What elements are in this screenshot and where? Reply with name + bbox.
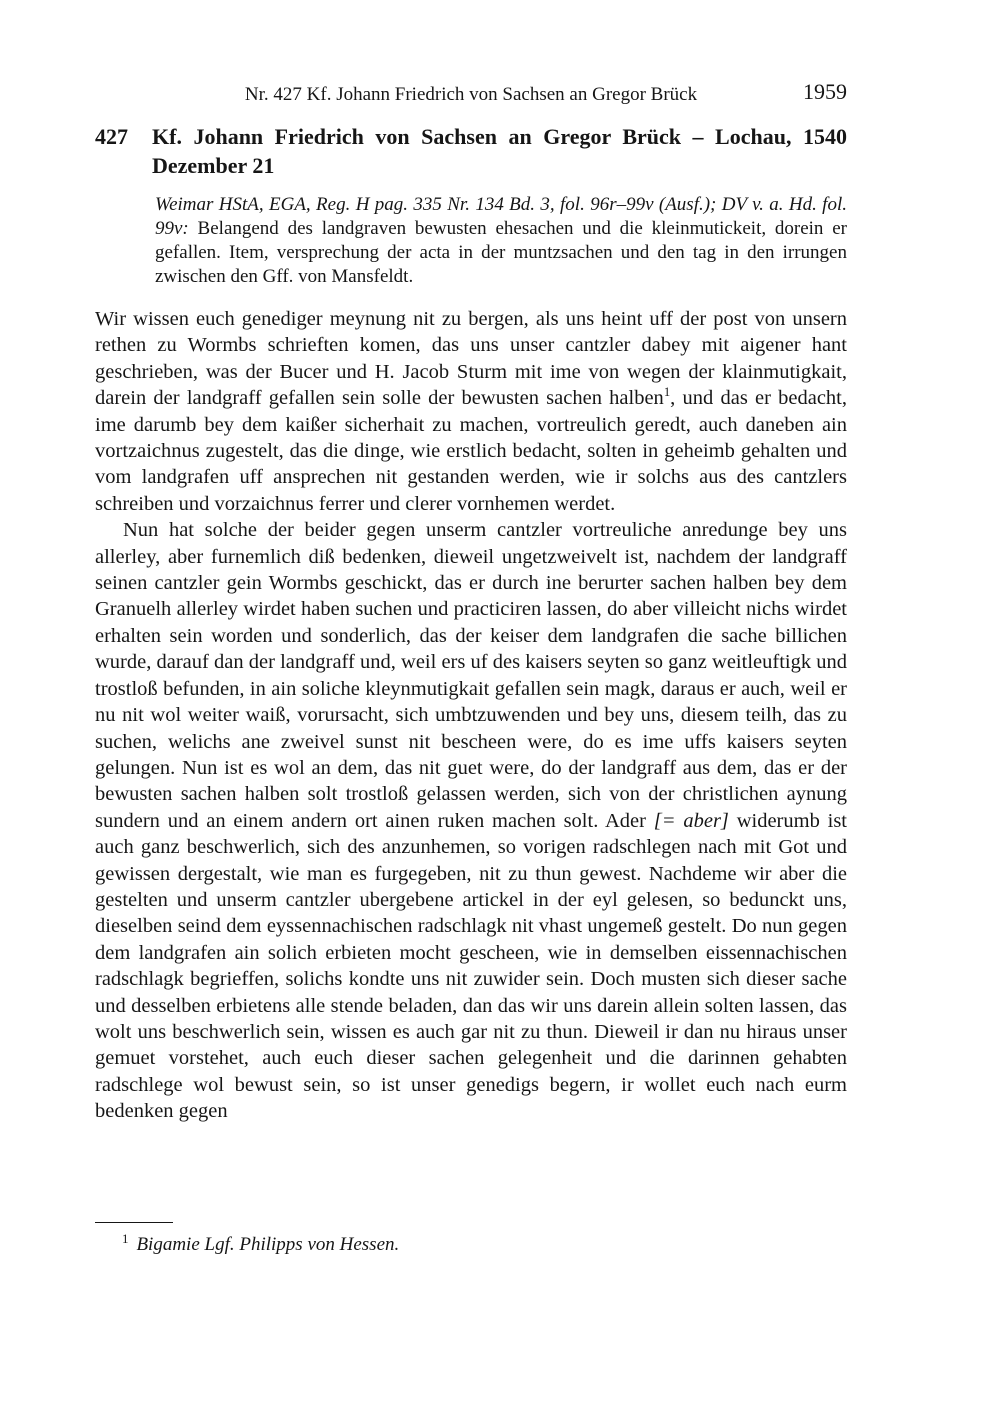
- footnote-reference-marker: 1: [663, 385, 671, 400]
- letter-heading: [95, 122, 847, 180]
- paragraph-1: [95, 306, 847, 517]
- footnote-text: Bigamie Lgf. Philipps von Hessen.: [136, 1234, 400, 1255]
- editorial-note: [= aber]: [653, 809, 729, 832]
- paragraph-1-text-before-note: Wir wissen euch genediger meynung nit zu bergen, als uns heint uff der post von unsern rethen zu Wormbs schrieften komen, das uns unser cantzler dabey mit aigener hant geschrieben, was der Bucer und H. Jacob Sturm mit ime von wegen der klainmutigkait, darein der landgraff gefallen sein solle der bewusten sachen halben: [95, 308, 847, 410]
- paragraph-1-text-after-note: , und das er bedacht, ime darumb bey dem kaißer sicherhait zu machen, vortreulich geredt, auch daneben ain vortzaichnus zugestelt, das die dinge, wie erstlich bedacht, solten in geheimb gehalten und vom landgrafen uff ansprechen nit gestanden werden, wie ir solchs aus des cantzlers schreiben und vorzaichnus ferrer und clerer vornhemen werdet.: [95, 387, 848, 515]
- source-summary: Belangend des landgraven bewusten ehesachen und die kleinmutickeit, dorein er gefallen. Item, versprechung der acta in der muntzsachen und den tag in den irrungen zwischen den Gff. von Mansfeldt.: [155, 217, 847, 287]
- footnote-separator: [95, 1222, 173, 1223]
- paragraph-2-text-2: widerumb ist auch ganz beschwerlich, sich des anzunhemen, so vorigen radschlegen nach mit Got und gewissen dergestalt, wie man es furgegeben, nit zu thun gewest. Nachdeme wir aber die gestelten und unserm cantzler ubergebene artickel in der eyl gelesen, so bedunckt uns, dieselben seind dem eyssennachischen radschlagk nit vhast ungemeß gestelt. Do nun gegen dem landgrafen ain solich erbieten mocht gescheen, wie in demselben eissennachischen radschlagk begrieffen, solichs kondte uns nit zuwider sein. Doch musten sich dieser sache und desselben erbietens alle stende beladen, dan das wir uns darein allein solten lassen, das wolt uns beschwerlich sein, wissen es auch gar nit zu thun. Dieweil ir dan nu hiraus unser gemuet vorstehet, auch euch dieser sachen gelegenheit und die darinnen gehabten radschlege wol bewust sein, so ist unser genedigs begern, ir wollet euch nach eurm bedenken gegen: [95, 809, 847, 1123]
- running-header-title: Nr. 427 Kf. Johann Friedrich von Sachsen an Gregor Brück: [244, 84, 698, 105]
- source-reference: Weimar HStA, EGA, Reg. H pag. 335 Nr. 134 Bd. 3, fol. 96r–99v (Ausf.); DV v. a. Hd. fol. 99v:: [155, 194, 847, 239]
- paragraph-2: [95, 517, 847, 1124]
- running-header: [95, 79, 847, 106]
- footnote-marker: 1: [122, 1230, 129, 1246]
- source-note: [155, 193, 847, 289]
- letter-body: [95, 306, 847, 1125]
- paragraph-2-text-1: Nun hat solche der beider gegen unserm cantzler vortreuliche anredunge bey uns allerley, aber furnemlich diß bedenken, dieweil ungetzweivelt ist, nachdem der landgraff seinen cantzler gein Wormbs geschickt, das er durch ine berurter sachen halben bey dem Granuelh allerley wirdet haben suchen und practiciren lassen, do aber villeicht nichs wirdet erhalten sein worden und sonderlich, das der keiser dem landgrafen die sache billichen wurde, darauf dan der landgraff und, weil ers uf des kaisers seyten so ganz weitleuftigk und trostloß befunden, in ain soliche kleynmutigkait gefallen sein magk, daraus er auch, weil er nu nit wol weiter waiß, vorursacht, sich umbtzuwenden und bey uns, diesem teilh, das zu suchen, welichs ane zweivel sunst nit bescheen were, do es ime uffs kaisers seyten gelungen. Nun ist es wol an dem, das nit guet were, do der landgraff aus dem, das er der bewusten sachen halben solt trostloß gelassen werden, sich von der christlichen aynung sundern und an einem andern ort ainen ruken machen solt. Ader: [95, 519, 847, 832]
- letter-title: Kf. Johann Friedrich von Sachsen an Gregor Brück – Lochau, 1540 Dezember 21: [152, 124, 847, 178]
- letter-number: 427: [95, 124, 128, 149]
- footnote: [95, 1230, 847, 1257]
- page-number: 1959: [803, 79, 847, 104]
